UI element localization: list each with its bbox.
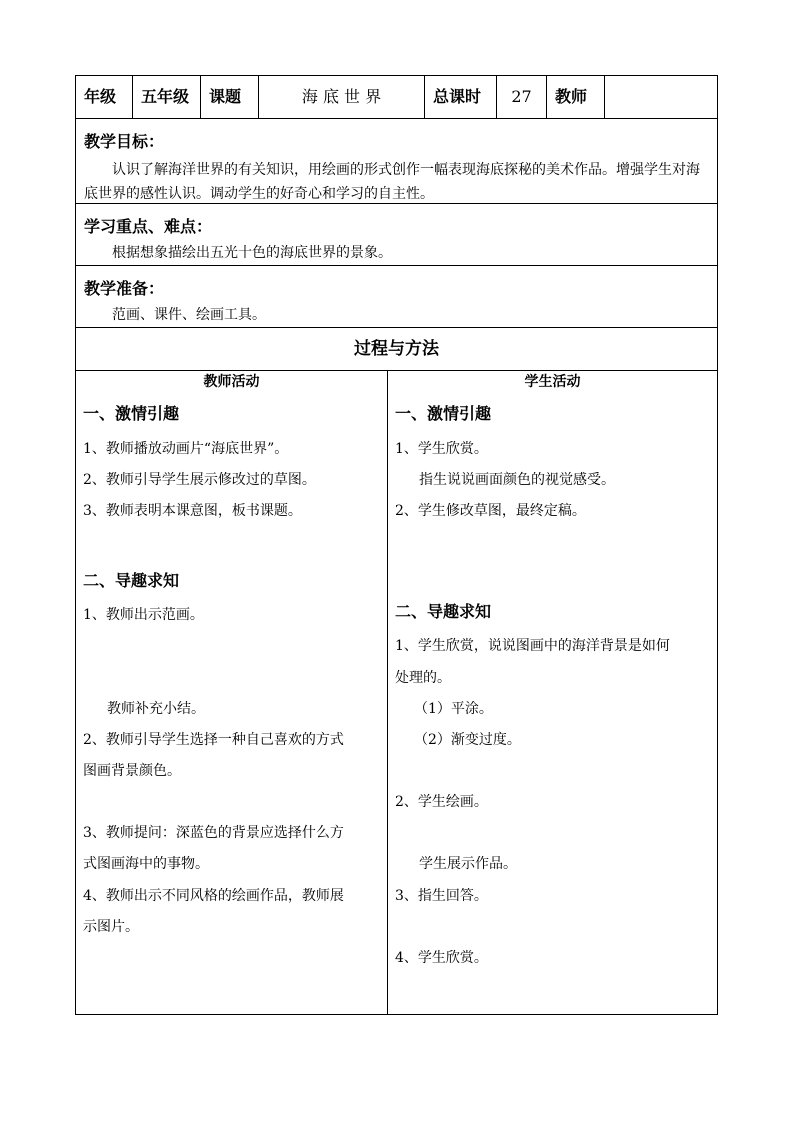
teacher-line: 2、教师引导学生选择一种自己喜欢的方式 <box>83 732 344 748</box>
process-title: 过程与方法 <box>76 328 717 371</box>
student-line: （1）平涂。 <box>414 701 493 717</box>
student-line: 一、激情引趣 <box>395 404 492 423</box>
student-activity-column <box>388 371 717 1014</box>
teacher-line: 式图画海中的事物。 <box>83 856 209 872</box>
student-line: 2、学生修改草图，最终定稿。 <box>395 503 586 519</box>
teacher-line: 教师补充小结。 <box>107 701 205 717</box>
teacher-line: 3、教师提问：深蓝色的背景应选择什么方 <box>83 825 344 841</box>
objectives-title: 教学目标： <box>84 132 165 151</box>
topic-label: 课题 <box>201 76 259 118</box>
objectives-text: 认识了解海洋世界的有关知识，用绘画的形式创作一幅表现海底探秘的美术作品。增强学生对海底世界的感性认识。调动学生的好奇心和学习的自主性。 <box>84 162 700 202</box>
teacher-label: 教师 <box>547 76 605 118</box>
key-points-text: 根据想象描绘出五光十色的海底世界的景象。 <box>112 245 392 261</box>
teacher-line: 一、激情引趣 <box>83 404 180 423</box>
student-line: 2、学生绘画。 <box>395 794 488 810</box>
teacher-activity-column <box>76 371 388 1014</box>
key-points-title: 学习重点、难点： <box>84 217 213 236</box>
teacher-line: 1、教师播放动画片“海底世界”。 <box>83 441 289 457</box>
topic-value: 海 底 世 界 <box>259 76 425 118</box>
hours-label: 总课时 <box>425 76 497 118</box>
student-line: 1、学生欣赏。 <box>395 441 488 457</box>
teacher-line: 2、教师引导学生展示修改过的草图。 <box>83 472 316 488</box>
student-activity-header: 学生活动 <box>524 374 581 390</box>
teacher-line: 二、导趣求知 <box>83 571 180 590</box>
student-line: （2）渐变过度。 <box>414 732 521 748</box>
header-row <box>76 76 717 119</box>
preparation-section <box>76 266 717 328</box>
teacher-line: 示图片。 <box>83 919 139 935</box>
teacher-value <box>605 76 717 118</box>
student-line: 指生说说画面颜色的视觉感受。 <box>419 472 615 488</box>
student-line: 处理的。 <box>395 670 451 686</box>
teacher-line: 图画背景颜色。 <box>83 763 181 779</box>
teacher-activity-header: 教师活动 <box>203 374 260 390</box>
teacher-line: 3、教师表明本课意图，板书课题。 <box>83 503 302 519</box>
student-line: 4、学生欣赏。 <box>395 950 488 966</box>
key-points-section <box>76 204 717 266</box>
preparation-title: 教学准备： <box>84 279 165 298</box>
student-line: 3、指生回答。 <box>395 888 488 904</box>
grade-value: 五年级 <box>133 76 201 118</box>
teacher-line: 1、教师出示范画。 <box>83 607 204 623</box>
hours-value: 27 <box>497 76 547 118</box>
objectives-section <box>76 119 717 204</box>
teacher-line: 4、教师出示不同风格的绘画作品，教师展 <box>83 888 344 904</box>
student-line: 学生展示作品。 <box>419 856 517 872</box>
lesson-plan-table <box>75 75 718 1015</box>
student-line: 二、导趣求知 <box>395 602 492 621</box>
student-line: 1、学生欣赏，说说图画中的海洋背景是如何 <box>395 638 670 654</box>
grade-label: 年级 <box>76 76 133 118</box>
preparation-text: 范画、课件、绘画工具。 <box>112 307 266 323</box>
